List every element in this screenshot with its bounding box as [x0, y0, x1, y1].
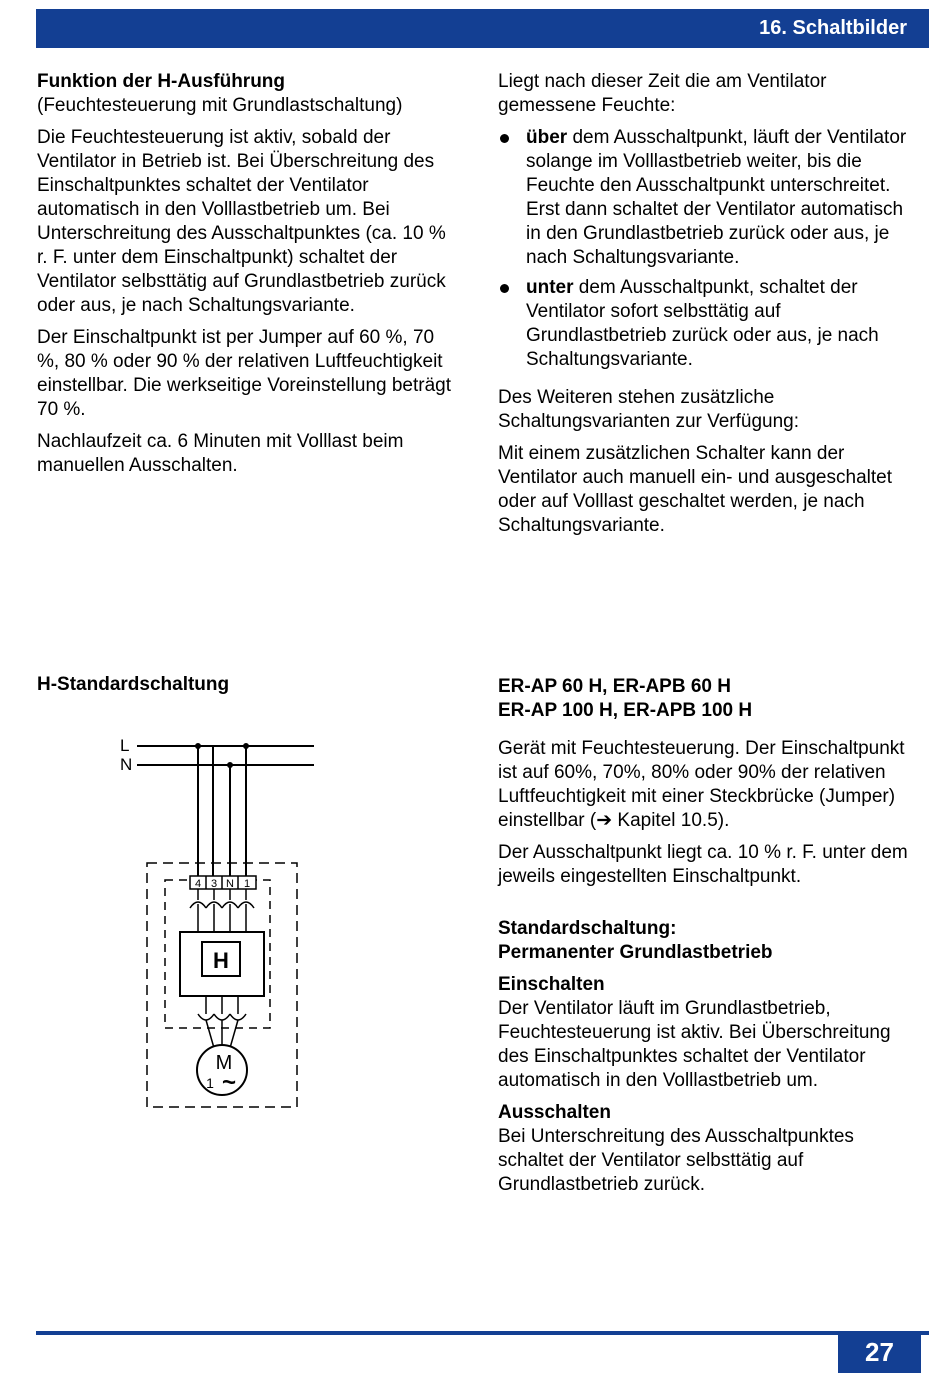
junction-dot	[195, 743, 201, 749]
model-line: ER-AP 100 H, ER-APB 100 H	[498, 700, 753, 721]
section-title: Funktion der H-Ausführung	[37, 71, 286, 92]
terminal-3: 3	[210, 878, 218, 890]
std-heading: Permanenter Grundlastbetrieb	[498, 942, 773, 963]
bullet-text: dem Ausschaltpunkt, schaltet der Ventilator sofort selbsttätig auf Grundlastbetrieb zurück oder aus, je nach Schaltungsvariante.	[526, 277, 879, 370]
model-section	[498, 675, 923, 1205]
label-M: M	[215, 1052, 233, 1074]
bullet-icon	[500, 284, 509, 293]
bullet-text: dem Ausschaltpunkt, läuft der Ventilator solange im Volllastbetrieb weiter, bis die Feuchte den Ausschaltpunkt unterschreitet. Erst dann schaltet der Ventilator automatisch in den Grundlastbetrieb zurück oder aus, je nach Schaltungsvariante.	[526, 127, 907, 268]
section-subtitle: (Feuchtesteuerung mit Grundlastschaltung)	[37, 95, 403, 116]
terminal-4: 4	[194, 878, 202, 890]
left-column	[37, 70, 457, 486]
model-line: ER-AP 60 H, ER-APB 60 H	[498, 676, 731, 697]
label-L: L	[120, 736, 130, 755]
paragraph: Liegt nach dieser Zeit die am Ventilator gemessene Feuchte:	[498, 71, 827, 116]
on-heading: Einschalten	[498, 974, 605, 995]
junction-dot	[227, 762, 233, 768]
paragraph: Mit einem zusätzlichen Schalter kann der Ventilator auch manuell ein- und ausgeschaltet oder auf Volllast geschaltet werden, je nach Schaltungsvariante.	[498, 443, 892, 536]
chapter-title: 16. Schaltbilder	[759, 17, 907, 39]
header-bar	[36, 9, 929, 48]
paragraph: Die Feuchtesteuerung ist aktiv, sobald der Ventilator in Betrieb ist. Bei Überschreitung des Einschaltpunktes schaltet der Ventilator automatisch in den Volllastbetrieb um. Bei Unterschreitung des Ausschaltpunktes (ca. 10 % r. F. unter dem Einschaltpunkt) schaltet der Ventilator selbsttätig auf Grundlastbetrieb zurück oder aus, je nach Schaltungsvariante.	[37, 127, 446, 316]
paragraph: Des Weiteren stehen zusätzliche Schaltungsvarianten zur Verfügung:	[498, 387, 800, 432]
label-ac-tilde: ~	[221, 1069, 237, 1096]
label-phase-count: 1	[206, 1075, 214, 1091]
bullet-keyword: über	[526, 127, 568, 148]
paragraph: Der Einschaltpunkt ist per Jumper auf 60 %, 70 %, 80 % oder 90 % der relativen Luftfeuchtigkeit einstellbar. Die werkseitige Voreinstellung beträgt 70 %.	[37, 327, 452, 420]
terminal-N: N	[226, 878, 234, 890]
on-text: Der Ventilator läuft im Grundlastbetrieb, Feuchtesteuerung ist aktiv. Bei Überschreitung des Einschaltpunktes schaltet der Ventilator automatisch in den Volllastbetrieb um.	[498, 998, 891, 1091]
label-H: H	[213, 948, 229, 973]
std-heading: Standardschaltung:	[498, 918, 677, 939]
list-item	[498, 126, 918, 270]
bullet-list	[498, 126, 918, 372]
off-text: Bei Unterschreitung des Ausschaltpunktes schaltet der Ventilator selbsttätig auf Grundlastbetrieb zurück.	[498, 1126, 854, 1195]
paragraph: Nachlaufzeit ca. 6 Minuten mit Volllast beim manuellen Ausschalten.	[37, 431, 404, 476]
paragraph: Der Ausschaltpunkt liegt ca. 10 % r. F. unter dem jeweils eingestellten Einschaltpunkt.	[498, 842, 908, 887]
junction-dot	[243, 743, 249, 749]
diagram-heading: H-Standardschaltung	[37, 674, 230, 695]
bullet-icon	[500, 134, 509, 143]
footer-rule	[36, 1331, 929, 1335]
output-loops	[198, 996, 246, 1048]
off-heading: Ausschalten	[498, 1102, 611, 1123]
list-item	[498, 276, 918, 372]
bullet-keyword: unter	[526, 277, 574, 298]
terminal-1: 1	[243, 878, 251, 890]
page-number: 27	[838, 1331, 921, 1373]
paragraph: Gerät mit Feuchtesteuerung. Der Einschaltpunkt ist auf 60%, 70%, 80% oder 90% der relativen Luftfeuchtigkeit mit einer Steckbrücke (Jumper) einstellbar (➔ Kapitel 10.5).	[498, 738, 905, 831]
right-column	[498, 70, 918, 546]
label-N: N	[120, 755, 133, 774]
wiring-diagram	[110, 730, 320, 1112]
connector-loops	[190, 889, 254, 932]
